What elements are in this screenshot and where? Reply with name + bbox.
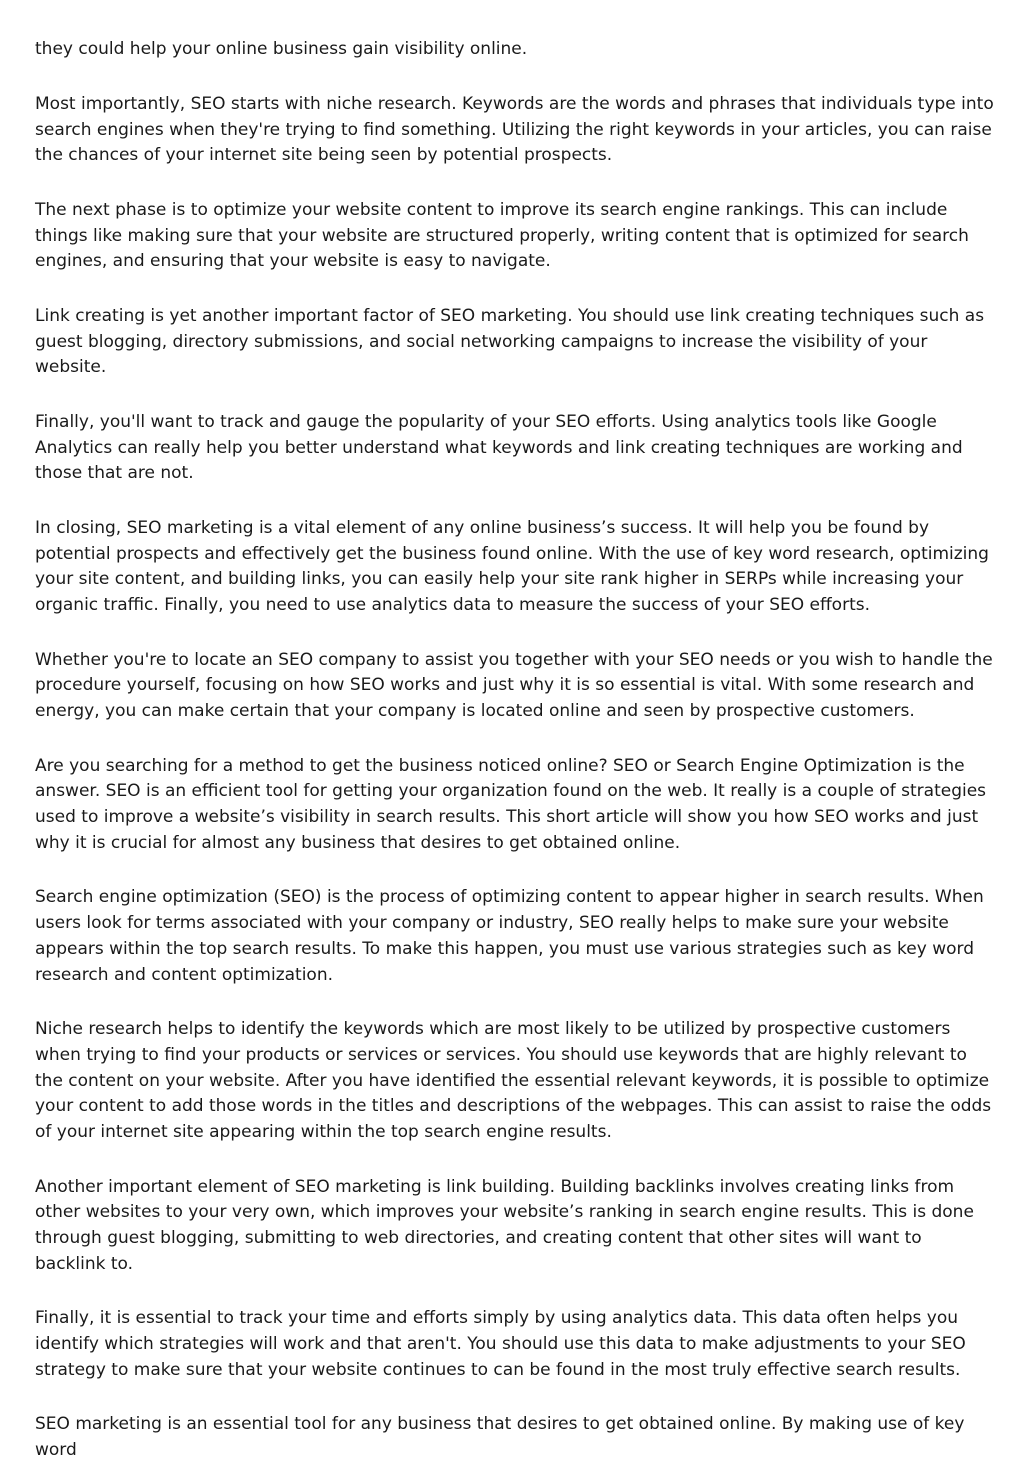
paragraph-4: Link creating is yet another important factor of SEO marketing. You should use link creating techniques such as guest blogging, directory submissions, and social networking campaigns to increase the visibility of your website.: [35, 305, 985, 378]
paragraph-11: Another important element of SEO marketing is link building. Building backlinks involves creating links from other websites to your very own, which improves your website’s ranking in search engine results. This is done through guest blogging, submitting to web directories, and creating content that other sites will want to backlink to.: [35, 1176, 974, 1275]
paragraph-1: they could help your online business gain visibility online.: [35, 39, 528, 59]
paragraph-13: SEO marketing is an essential tool for any business that desires to get obtained online. By making use of key word: [35, 1414, 965, 1461]
paragraph-8: Are you searching for a method to get the business noticed online? SEO or Search Engine Optimization is the answer. SEO is an efficient tool for getting your organization found on the web. It really is a couple of strategies used to improve a website’s visibility in search results. This short article will show you how SEO works and just why it is crucial for almost any business that desires to get obtained online.: [35, 755, 987, 853]
paragraph-3: The next phase is to optimize your website content to improve its search engine rankings. This can include things like making sure that your website are structured properly, writing content that is optimized for search engines, and ensuring that your website is easy to navigate.: [35, 199, 969, 272]
paragraph-12: Finally, it is essential to track your time and efforts simply by using analytics data. This data often helps you identify which strategies will work and that aren't. You should use this data to make adjustments to your SEO strategy to make sure that your website continues to can be found in the most truly effective search results.: [35, 1308, 966, 1381]
paragraph-6: In closing, SEO marketing is a vital element of any online business’s success. It will help you be found by potential prospects and effectively get the business found online. With the use of key word research, optimizing your site content, and building links, you can easily help your site rank higher in SERPs while increasing your organic traffic. Finally, you need to use analytics data to measure the success of your SEO efforts.: [35, 517, 989, 616]
paragraph-10: Niche research helps to identify the keywords which are most likely to be utilized by prospective customers when trying to find your products or services or services. You should use keywords that are highly relevant to the content on your website. After you have identified the essential relevant keywords, it is possible to optimize your content to add those words in the titles and descriptions of the webpages. This can assist to raise the odds of your internet site appearing within the top search engine results.: [35, 1019, 992, 1143]
paragraph-5: Finally, you'll want to track and gauge the popularity of your SEO efforts. Using analytics tools like Google Analytics can really help you better understand what keywords and link creating techniques are working and those that are not.: [35, 411, 963, 484]
paragraph-2: Most importantly, SEO starts with niche research. Keywords are the words and phrases that individuals type into search engines when they're trying to find something. Utilizing the right keywords in your articles, you can raise the chances of your internet site being seen by potential prospects.: [35, 93, 994, 166]
paragraph-9: Search engine optimization (SEO) is the process of optimizing content to appear higher in search results. When users look for terms associated with your company or industry, SEO really helps to make sure your website appears within the top search results. To make this happen, you must use various strategies such as key word research and content optimization.: [35, 887, 984, 985]
paragraph-7: Whether you're to locate an SEO company to assist you together with your SEO needs or you wish to handle the procedure yourself, focusing on how SEO works and just why it is so essential is vital. With some research and energy, you can make certain that your company is located online and seen by prospective customers.: [35, 649, 993, 722]
